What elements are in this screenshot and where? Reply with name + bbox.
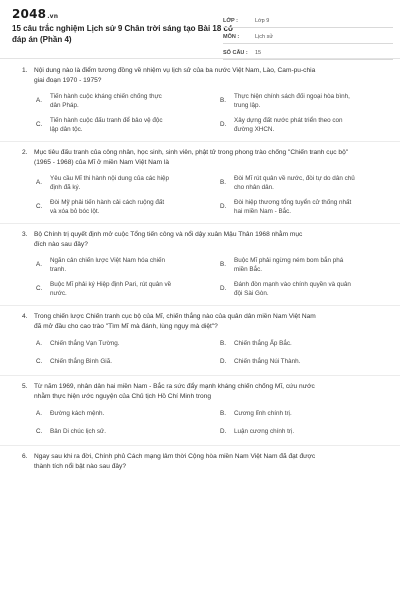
option-letter: C. xyxy=(36,285,43,293)
option-text-line: và xóa bỏ bóc lột. xyxy=(50,208,100,215)
option-text-line: Thực hiện chính sách đối ngoại hòa bình, xyxy=(234,92,350,100)
meta-box xyxy=(223,14,393,62)
answer-options xyxy=(36,407,400,439)
answer-option-c[interactable] xyxy=(36,425,212,439)
answer-option-a[interactable] xyxy=(36,173,212,193)
meta-label: SỐ CÂU : xyxy=(223,49,248,56)
option-text-line: Đánh đòn mạnh vào chính quyền và quân xyxy=(234,280,351,288)
option-text xyxy=(50,174,200,193)
meta-value: 15 xyxy=(255,49,262,56)
option-text xyxy=(50,409,200,419)
document-title: 15 câu trắc nghiệm Lịch sử 9 Chân trời sáng tạo Bài 18 có đáp án (Phần 4) xyxy=(12,24,233,44)
option-letter: C. xyxy=(36,121,43,129)
question-text: đã mở đầu cho cao trào "Tìm Mĩ mà đánh, lùng ngụy mà diệt"? xyxy=(34,323,218,330)
answer-option-a[interactable] xyxy=(36,407,212,421)
option-text-line: Đòi Mỹ phải tiến hành cải cách ruộng đất xyxy=(50,198,165,206)
option-letter: D. xyxy=(220,285,227,293)
answer-option-a[interactable] xyxy=(36,91,212,111)
option-text-line: Buộc Mĩ phải ngừng ném bom bắn phá xyxy=(234,256,344,264)
question-text-line xyxy=(0,392,400,402)
option-letter: A. xyxy=(36,261,42,269)
question-number: 4. xyxy=(22,313,28,320)
option-text xyxy=(50,357,200,367)
option-text xyxy=(234,357,384,367)
answer-options xyxy=(36,255,400,299)
question-text: Từ năm 1969, nhân dân hai miền Nam - Bắc ra sức đẩy mạnh kháng chiến chống Mĩ, cứu nước xyxy=(34,383,315,390)
answer-option-a[interactable] xyxy=(36,255,212,275)
option-text-line: trung lập. xyxy=(234,102,261,109)
question-text: Trong chiến lược Chiến tranh cục bộ của Mĩ, chiến thắng nào của quân dân miền Nam Việt Nam xyxy=(34,313,316,320)
question-number xyxy=(0,392,34,402)
question-4 xyxy=(0,312,400,369)
option-letter: A. xyxy=(36,179,42,187)
question-divider xyxy=(0,445,400,446)
question-number xyxy=(0,240,34,250)
option-text-line: Đường kách mệnh. xyxy=(50,410,105,418)
option-text-line: dân Pháp. xyxy=(50,102,79,109)
option-text-line: Ngăn cản chiến lược Việt Nam hóa chiến xyxy=(50,256,165,264)
option-text-line: đội Sài Gòn. xyxy=(234,290,269,297)
option-text-line: Tiến hành cuộc kháng chiến chống thực xyxy=(50,92,162,100)
option-text-line: Đòi hiệp thương tổng tuyển cử thống nhất xyxy=(234,198,352,206)
answer-option-c[interactable] xyxy=(36,197,212,217)
option-text-line: Bản Di chúc lịch sử. xyxy=(50,428,107,436)
option-letter: A. xyxy=(36,410,42,418)
question-list xyxy=(0,66,400,478)
meta-value: Lịch sử xyxy=(255,33,274,40)
option-text-line: Chiến thắng Vạn Tường. xyxy=(50,340,120,348)
option-text-line: nước. xyxy=(50,290,67,297)
option-text xyxy=(50,427,200,437)
answer-option-c[interactable] xyxy=(36,279,212,299)
option-text-line: Cương lĩnh chính trị. xyxy=(234,410,292,418)
option-text-line: Luận cương chính trị. xyxy=(234,428,295,436)
question-text-line xyxy=(0,230,400,240)
option-text xyxy=(234,92,384,111)
question-text-line xyxy=(0,382,400,392)
option-letter: A. xyxy=(36,340,42,348)
option-text-line: Yêu cầu Mĩ thi hành nội dung của các hiệp xyxy=(50,174,170,182)
answer-option-b[interactable] xyxy=(220,255,396,275)
option-text xyxy=(50,116,200,135)
option-text xyxy=(50,92,200,111)
option-text xyxy=(234,280,384,299)
question-text: nhằm thực hiện ước nguyện của Chủ tịch Hồ Chí Minh trong xyxy=(34,393,211,400)
option-text-line: hai miền Nam - Bắc. xyxy=(234,208,292,215)
option-text xyxy=(50,198,200,217)
question-text-line xyxy=(0,312,400,322)
option-text-line: đường XHCN. xyxy=(234,126,275,133)
option-text xyxy=(234,198,384,217)
option-text xyxy=(50,280,200,299)
meta-row-count xyxy=(223,46,393,60)
option-letter: C. xyxy=(36,203,43,211)
question-3 xyxy=(0,230,400,299)
option-letter: D. xyxy=(220,121,227,129)
option-text-line: định đã ký. xyxy=(50,184,81,191)
question-text-line xyxy=(0,76,400,86)
option-letter: B. xyxy=(220,261,226,269)
meta-row-class xyxy=(223,14,393,28)
question-text: thành tích nổi bật nào sau đây? xyxy=(34,463,127,470)
question-number xyxy=(0,462,34,472)
meta-value: Lớp 9 xyxy=(255,17,270,24)
option-letter: B. xyxy=(220,97,226,105)
question-2 xyxy=(0,148,400,217)
option-text xyxy=(234,256,384,275)
option-letter: D. xyxy=(220,203,227,211)
answer-option-b[interactable] xyxy=(220,173,396,193)
option-text-line: Buộc Mĩ phải ký Hiệp định Pari, rút quân về xyxy=(50,280,172,288)
meta-label: MÔN : xyxy=(223,33,240,40)
option-text-line: Chiến thắng Ấp Bắc. xyxy=(234,340,292,348)
option-text xyxy=(50,256,200,275)
option-text-line: Xây dựng đất nước phát triển theo con xyxy=(234,116,343,124)
question-text-line xyxy=(0,240,400,250)
site-logo[interactable]: 2048.vn xyxy=(12,7,59,21)
answer-option-b[interactable] xyxy=(220,337,396,351)
option-text-line: miền Bắc. xyxy=(234,266,262,273)
option-text-line: lập dân tộc. xyxy=(50,126,83,133)
question-number xyxy=(0,158,34,168)
question-text-line xyxy=(0,322,400,332)
option-text-line: Tiến hành cuộc đấu tranh để bảo vệ độc xyxy=(50,116,163,124)
question-text-line xyxy=(0,158,400,168)
question-number xyxy=(0,322,34,332)
question-text-line xyxy=(0,452,400,462)
document-header xyxy=(0,0,400,59)
question-6 xyxy=(0,452,400,472)
question-number: 1. xyxy=(22,67,28,74)
question-text: đích nào sau đây? xyxy=(34,241,88,248)
question-number: 2. xyxy=(22,149,28,156)
option-text-line: Chiến thắng Bình Giã. xyxy=(50,358,112,366)
option-text-line: Đòi Mĩ rút quân về nước, đòi tự do dân chủ xyxy=(234,174,355,182)
option-letter: D. xyxy=(220,358,227,366)
question-number: 6. xyxy=(22,453,28,460)
option-text xyxy=(234,427,384,437)
question-text-line xyxy=(0,462,400,472)
option-letter: D. xyxy=(220,428,227,436)
question-number: 5. xyxy=(22,383,28,390)
answer-option-c[interactable] xyxy=(36,355,212,369)
meta-row-subject xyxy=(223,30,393,44)
answer-option-d[interactable] xyxy=(220,425,396,439)
question-divider xyxy=(0,223,400,224)
answer-option-b[interactable] xyxy=(220,91,396,111)
answer-option-a[interactable] xyxy=(36,337,212,351)
question-text: giai đoạn 1970 - 1975? xyxy=(34,77,102,84)
question-divider xyxy=(0,141,400,142)
question-divider xyxy=(0,375,400,376)
option-letter: C. xyxy=(36,358,43,366)
option-text xyxy=(234,409,384,419)
answer-option-d[interactable] xyxy=(220,197,396,217)
answer-option-d[interactable] xyxy=(220,115,396,135)
answer-option-d[interactable] xyxy=(220,355,396,369)
option-letter: B. xyxy=(220,179,226,187)
option-text-line: tranh. xyxy=(50,266,67,273)
option-text xyxy=(234,174,384,193)
question-text: (1965 - 1968) của Mĩ ở miền Nam Việt Nam là xyxy=(34,159,170,166)
question-text: Mục tiêu đấu tranh của công nhân, học sinh, sinh viên, phật tử trong phong trào chống "Chiến tranh cục bộ" xyxy=(34,149,349,156)
answer-options xyxy=(36,173,400,217)
answer-options xyxy=(36,91,400,135)
option-text-line: Chiến thắng Núi Thành. xyxy=(234,358,301,366)
option-letter: A. xyxy=(36,97,42,105)
question-divider xyxy=(0,305,400,306)
question-number xyxy=(0,76,34,86)
question-text-line xyxy=(0,66,400,76)
question-5 xyxy=(0,382,400,439)
meta-label: LỚP : xyxy=(223,17,238,24)
answer-option-d[interactable] xyxy=(220,279,396,299)
answer-option-c[interactable] xyxy=(36,115,212,135)
question-text-line xyxy=(0,148,400,158)
question-text: Bộ Chính trị quyết định mở cuộc Tổng tiến công và nổi dậy xuân Mậu Thân 1968 nhằm mục xyxy=(34,231,303,238)
option-text xyxy=(234,116,384,135)
option-text xyxy=(234,339,384,349)
question-text: Nội dung nào là điểm tương đồng về nhiệm vụ lịch sử của ba nước Việt Nam, Lào, Cam-pu-chia xyxy=(34,67,316,74)
question-1 xyxy=(0,66,400,135)
option-letter: B. xyxy=(220,410,226,418)
question-text: Ngay sau khi ra đời, Chính phủ Cách mạng lâm thời Cộng hòa miền Nam Việt Nam đã đạt được xyxy=(34,453,316,460)
option-letter: C. xyxy=(36,428,43,436)
answer-options xyxy=(36,337,400,369)
answer-option-b[interactable] xyxy=(220,407,396,421)
option-letter: B. xyxy=(220,340,226,348)
option-text xyxy=(50,339,200,349)
question-number: 3. xyxy=(22,231,28,238)
option-text-line: cho nhân dân. xyxy=(234,184,274,191)
